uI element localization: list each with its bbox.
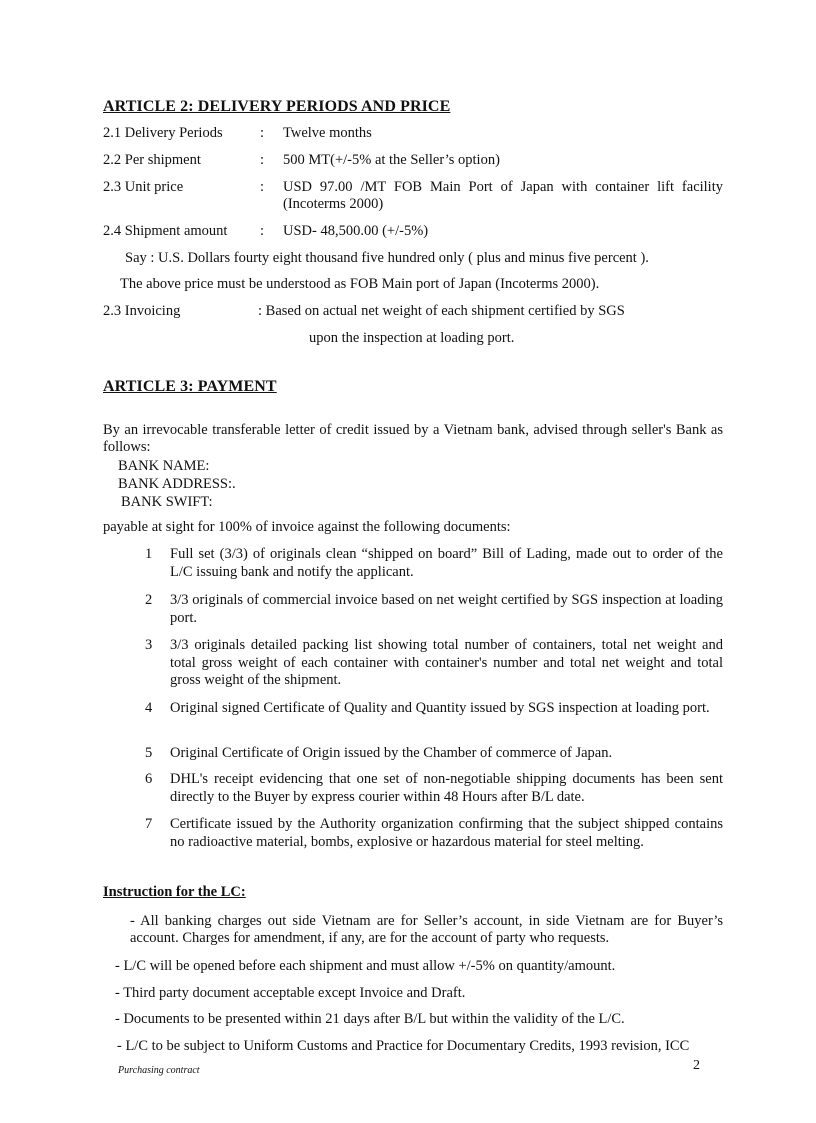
lc-instruction-item: - All banking charges out side Vietnam are for Seller’s account, in side Vietnam are for Buyer’s account. Charges for amendment, if any, are for the account of party who requests. — [130, 913, 723, 946]
article2-heading: ARTICLE 2: DELIVERY PERIODS AND PRICE — [103, 98, 451, 115]
footer-label: Purchasing contract — [118, 1065, 200, 1076]
per-shipment-row — [103, 152, 723, 172]
lc-instruction-item: - L/C to be subject to Uniform Customs and Practice for Documentary Credits, 1993 revision, ICC — [117, 1038, 690, 1054]
document-text: 3/3 originals of commercial invoice based on net weight certified by SGS inspection at loading port. — [170, 592, 723, 626]
lc-instruction-item: - L/C will be opened before each shipment and must allow +/-5% on quantity/amount. — [115, 958, 616, 974]
document-text: DHL's receipt evidencing that one set of non-negotiable shipping documents has been sent directly to the Buyer by express courier within 48 Hours after B/L date. — [170, 771, 723, 805]
bank-name: BANK NAME: — [118, 458, 210, 474]
row-label: 2.2 Per shipment — [103, 152, 201, 168]
document-item — [145, 816, 723, 852]
document-text: 3/3 originals detailed packing list showing total number of containers, total net weight and total gross weight of each container with container's number and total net weight and total gross weight of the shipment. — [170, 637, 723, 688]
document-text: Original signed Certificate of Quality and Quantity issued by SGS inspection at loading port. — [170, 700, 710, 716]
row-value: USD 97.00 /MT FOB Main Port of Japan with container lift facility (Incoterms 2000) — [283, 179, 723, 212]
document-item — [145, 771, 723, 807]
payment-intro: By an irrevocable transferable letter of credit issued by a Vietnam bank, advised through seller's Bank as follows: — [103, 422, 723, 455]
price-note: The above price must be understood as FOB Main port of Japan (Incoterms 2000). — [120, 276, 600, 292]
document-number: 5 — [145, 745, 153, 761]
bank-swift: BANK SWIFT: — [121, 494, 213, 510]
row-value: Twelve months — [283, 125, 372, 141]
lc-instruction-item: - Documents to be presented within 21 days after B/L but within the validity of the L/C. — [115, 1011, 625, 1027]
unit-price-row — [103, 179, 723, 219]
document-number: 1 — [145, 546, 153, 562]
invoicing-continuation: upon the inspection at loading port. — [309, 330, 515, 346]
document-text: Certificate issued by the Authority organization confirming that the subject shipped contains no radioactive material, bombs, explosive or hazardous material for steel melting. — [170, 816, 723, 850]
row-label: 2.1 Delivery Periods — [103, 125, 223, 141]
row-label: 2.3 Unit price — [103, 179, 184, 195]
invoicing-value: : Based on actual net weight of each shipment certified by SGS — [258, 303, 625, 319]
row-value: USD- 48,500.00 (+/-5%) — [283, 223, 429, 239]
row-colon: : — [260, 125, 265, 141]
payable-terms: payable at sight for 100% of invoice against the following documents: — [103, 519, 511, 535]
document-item — [145, 637, 723, 691]
lc-instruction-item: - Third party document acceptable except Invoice and Draft. — [115, 985, 466, 1001]
row-label: 2.4 Shipment amount — [103, 223, 228, 239]
bank-address: BANK ADDRESS:. — [118, 476, 236, 492]
row-value: 500 MT(+/-5% at the Seller’s option) — [283, 152, 500, 168]
document-text: Original Certificate of Origin issued by the Chamber of commerce of Japan. — [170, 745, 613, 761]
document-number: 3 — [145, 637, 153, 653]
document-number: 7 — [145, 816, 153, 832]
invoicing-label: 2.3 Invoicing — [103, 303, 181, 319]
delivery-periods-row — [103, 125, 723, 145]
document-number: 2 — [145, 592, 153, 608]
row-colon: : — [260, 152, 265, 168]
article3-heading: ARTICLE 3: PAYMENT — [103, 378, 277, 395]
document-text: Full set (3/3) of originals clean “shipped on board” Bill of Lading, made out to order of the L/C issuing bank and notify the applicant. — [170, 546, 723, 580]
document-number: 6 — [145, 771, 153, 787]
page-number: 2 — [693, 1058, 700, 1073]
document-item — [145, 745, 723, 763]
document-number: 4 — [145, 700, 153, 716]
shipment-amount-row — [103, 223, 723, 243]
row-colon: : — [260, 223, 265, 239]
document-item — [145, 700, 723, 736]
document-item — [145, 546, 723, 582]
row-colon: : — [260, 179, 265, 195]
lc-instructions-heading: Instruction for the LC: — [103, 884, 246, 900]
amount-in-words: Say : U.S. Dollars fourty eight thousand five hundred only ( plus and minus five percent ). — [125, 250, 649, 266]
document-item — [145, 592, 723, 628]
